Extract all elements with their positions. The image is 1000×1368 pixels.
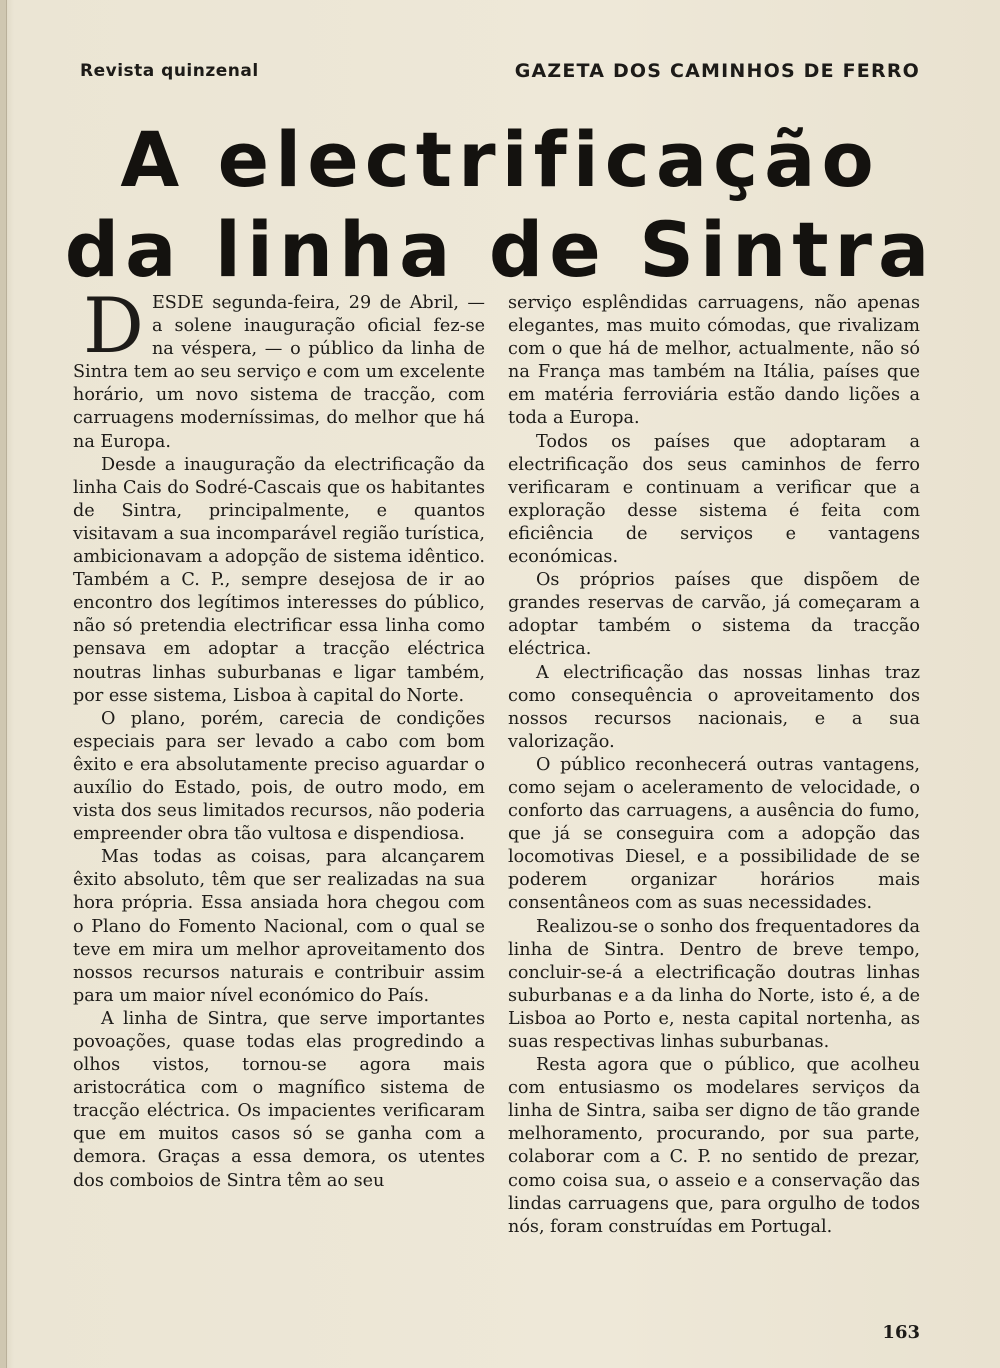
paragraph-5: A linha de Sintra, que serve importantes povoações, quase todas elas progredindo a olhos vistos, tornou-se agora mais aristocrática com o magnífico sistema de tracção eléctrica. Os impacientes verificaram que em muitos casos só se ganha com a demora. Graças a essa demora, os utentes dos comboios de Sintra têm ao seu <box>73 1008 485 1191</box>
paragraph-8: A electrificação das nossas linhas traz como consequência o aproveitamento dos nossos recursos nacionais, e a sua valorização. <box>508 662 920 752</box>
drop-cap: D <box>83 281 144 370</box>
paragraph-7: Os próprios países que dispõem de grandes reservas de carvão, já começaram a adoptar também o sistema da tracção eléctrica. <box>508 570 920 660</box>
running-header <box>80 58 920 84</box>
paragraph-1-text: ESDE segunda-feira, 29 de Abril, — a solene inauguração oficial fez-se na véspera, — o público da linha de Sintra tem ao seu serviço e com um excelente horário, um novo sistema de tracção, com carruagens moderníssimas, do melhor que há na Europa. <box>73 293 485 452</box>
paragraph-6: Todos os países que adoptaram a electrificação dos seus caminhos de ferro verificaram e continuam a verificar que a exploração desse sistema é feita com eficiência de serviços e vantagens económicas. <box>508 431 920 568</box>
article-title-line-1: A electrificação <box>120 115 880 204</box>
paragraph-2: Desde a inauguração da electrificação da linha Cais do Sodré-Cascais que os habitantes de Sintra, principalmente, e quantos visitavam a sua incomparável região turística, ambicionavam a adopção de sistema idêntico. Também a C. P., sempre desejosa de ir ao encontro dos legítimos interesses do público, não só pretendia electrificar essa linha como pensava em adoptar a tracção eléctrica noutras linhas suburbanas e ligar também, por esse sistema, Lisboa à capital do Norte. <box>73 454 485 706</box>
paragraph-4: Mas todas as coisas, para alcançarem êxito absoluto, têm que ser realizadas na sua hora própria. Essa ansiada hora chegou com o Plano do Fomento Nacional, com o qual se teve em mira um melhor aproveitamento dos nossos recursos naturais e contribuir assim para um maior nível económico do País. <box>73 847 485 1006</box>
header-publication-frequency: Revista quinzenal <box>80 61 259 81</box>
paragraph-10: Realizou-se o sonho dos frequentadores da linha de Sintra. Dentro de breve tempo, concluir-se-á a electrificação doutras linhas suburbanas e a da linha do Norte, isto é, a de Lisboa ao Porto e, nesta capital nortenha, as suas respectivas linhas suburbanas. <box>508 916 920 1052</box>
paragraph-11: Resta agora que o público, que acolheu com entusiasmo os modelares serviços da linha de Sintra, saiba ser digno de tão grande melhoramento, procurando, por sua parte, colaborar com a C. P. no sentido de prezar, como coisa sua, o asseio e a conservação das lindas carruagens que, para orgulho de todos nós, foram construídas em Portugal. <box>508 1055 920 1237</box>
paragraph-3: O plano, porém, carecia de condições especiais para ser levado a cabo com bom êxito e era absolutamente preciso aguardar o auxílio do Estado, pois, de outro modo, em vista dos seus limitados recursos, não poderia empreender obra tão vultosa e dispendiosa. <box>73 708 485 845</box>
page-edge <box>0 0 7 1368</box>
paragraph-1 <box>73 281 485 454</box>
article-title <box>60 115 940 295</box>
article-title-line-2: da linha de Sintra <box>64 205 936 294</box>
text-column-left <box>73 281 485 1193</box>
paragraph-5-continued: serviço esplêndidas carruagens, não apenas elegantes, mas muito cómodas, que rivalizam com o que há de melhor, actualmente, não só na França mas também na Itália, países que em matéria ferroviária estão dando lições a toda a Europa. <box>508 293 920 429</box>
text-column-right <box>508 292 920 1239</box>
paragraph-9: O público reconhecerá outras vantagens, como sejam o aceleramento de velocidade, o conforto das carruagens, a ausência do fumo, que já se conseguira com a adopção das locomotivas Diesel, e a possibilidade de se poderem organizar horários mais consentâneos com as suas necessidades. <box>508 754 920 914</box>
header-magazine-title: GAZETA DOS CAMINHOS DE FERRO <box>514 60 920 82</box>
page-number: 163 <box>882 1322 920 1343</box>
